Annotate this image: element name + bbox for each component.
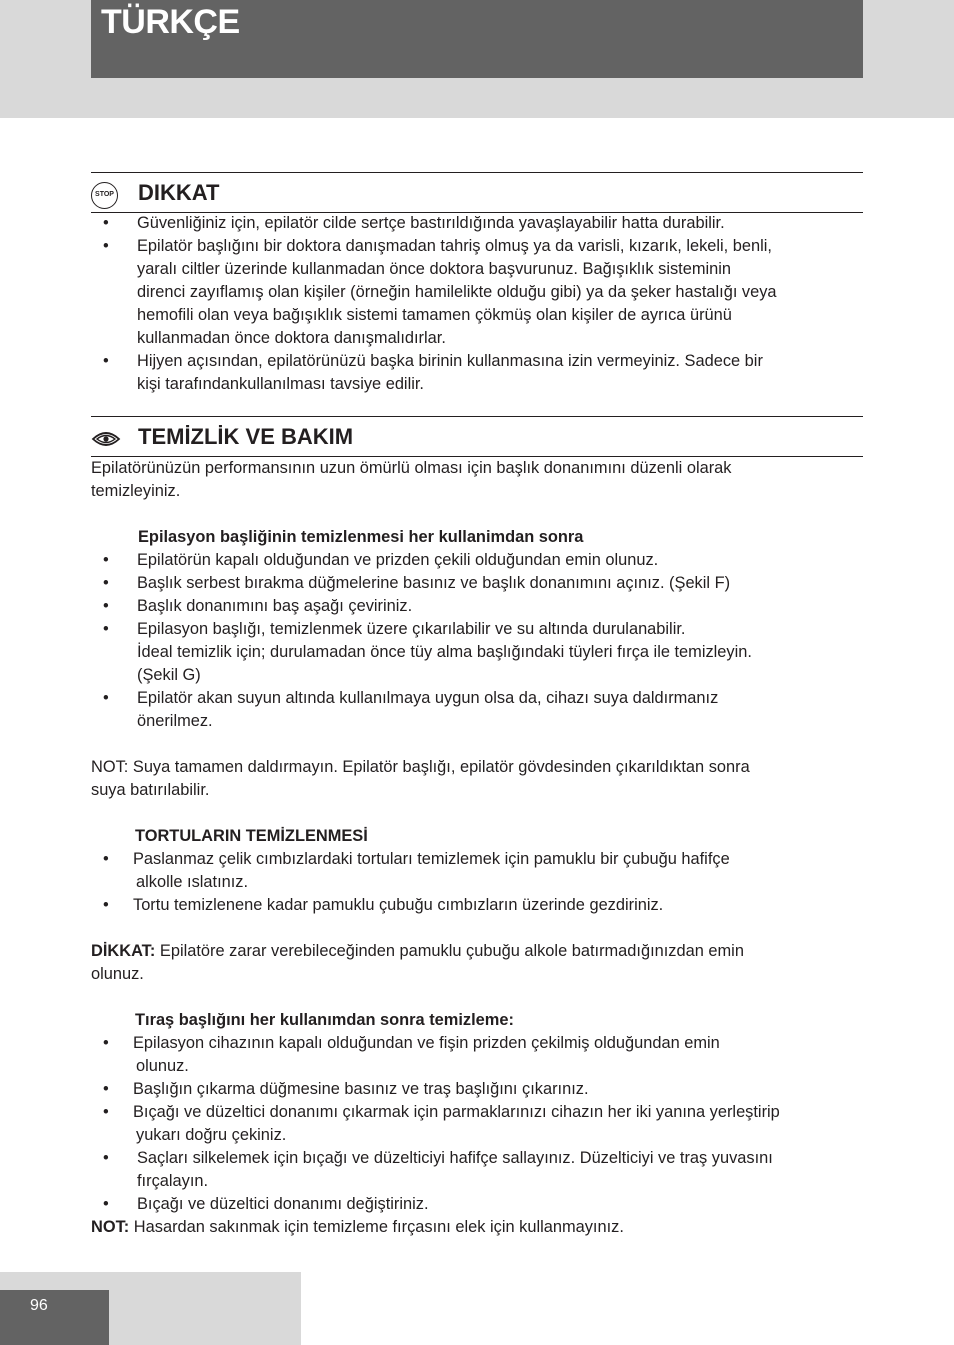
note-label: NOT:	[91, 1218, 130, 1236]
deposits-list	[91, 848, 863, 917]
list-item: • Başlık donanımını baş aşağı çeviriniz.	[91, 595, 863, 618]
alcohol-warning: DİKKAT: Epilatöre zarar verebileceğinden pamuklu çubuğu alkole batırmadığınızdan emin olunuz.	[91, 942, 744, 983]
list-item: • Epilasyon cihazının kapalı olduğundan ve fişin prizden çekilmiş olduğundan emin olunuz.	[91, 1032, 863, 1078]
eye-icon	[91, 430, 121, 448]
page-title: TÜRKÇE	[101, 3, 240, 41]
list-item: • Bıçağı ve düzeltici donanımı değiştiriniz.	[91, 1193, 863, 1216]
caution-list	[91, 212, 863, 396]
caution-heading: DIKKAT	[138, 180, 220, 205]
list-item: • Güvenliğiniz için, epilatör cilde sertçe bastırıldığında yavaşlayabilir hatta durabilir.	[91, 212, 863, 235]
list-item: • Hijyen açısından, epilatörünüzü başka birinin kullanmasına izin vermeyiniz. Sadece bir kişi tarafındankullanılması tavsiye edilir.	[91, 350, 863, 396]
epilation-head-list	[91, 549, 863, 733]
list-item: • Bıçağı ve düzeltici donanımı çıkarmak için parmaklarınızı cihazın her iki yanına yerleştirip yukarı doğru çekiniz.	[91, 1101, 863, 1147]
list-item: • Epilatör akan suyun altında kullanılmaya uygun olsa da, cihazı suya daldırmanız önerilmez.	[91, 687, 863, 733]
shaver-head-list	[91, 1032, 863, 1216]
list-item: • Başlığın çıkarma düğmesine basınız ve traş başlığını çıkarınız.	[91, 1078, 863, 1101]
page-number-box	[0, 1290, 109, 1345]
deposits-subheading: TORTULARIN TEMİZLENMESİ	[135, 827, 368, 845]
epilation-head-subheading: Epilasyon başliğinin temizlenmesi her kullanimdan sonra	[138, 528, 584, 546]
warning-label: DİKKAT:	[91, 942, 156, 960]
list-item: • Başlık serbest bırakma düğmelerine basınız ve başlık donanımını açınız. (Şekil F)	[91, 572, 863, 595]
list-item: • Tortu temizlenene kadar pamuklu çubuğu cımbızların üzerinde gezdiriniz.	[91, 894, 863, 917]
cleaning-section-header	[91, 416, 863, 457]
language-title-bar	[91, 0, 863, 78]
list-item: • Epilatörün kapalı olduğundan ve prizden çekili olduğundan emin olunuz.	[91, 549, 863, 572]
page-number: 96	[30, 1297, 48, 1314]
cleaning-heading: TEMİZLİK VE BAKIM	[138, 424, 354, 449]
caution-section-header	[91, 172, 863, 213]
list-item: • Paslanmaz çelik cımbızlardaki tortuları temizlemek için pamuklu bir çubuğu hafifçe alkolle ıslatınız.	[91, 848, 863, 894]
note-immersion: NOT: Suya tamamen daldırmayın. Epilatör başlığı, epilatör gövdesinden çıkarıldıktan sonra suya batırılabilir.	[91, 758, 750, 799]
cleaning-intro: Epilatörünüzün performansının uzun ömürlü olması için başlık donanımını düzenli olarak temizleyiniz.	[91, 459, 732, 500]
list-item: • Saçları silkelemek için bıçağı ve düzelticiyi hafifçe sallayınız. Düzelticiyi ve traş yuvasını fırçalayın.	[91, 1147, 863, 1193]
main-content	[91, 172, 863, 1239]
list-item: • Epilatör başlığını bir doktora danışmadan tahriş olmuş ya da varisli, kızarık, lekeli, benli, yaralı ciltler üzerinde kullanmadan önce doktora başvurunuz. Bağışıklık sisteminin direnci zayıflamış olan kişiler (örneğin hamilelikte olduğu gibi) ya da şeker hastalığı veya hemofili olan veya bağışıklık sistemi tamamen çökmüş olan kişiler de ayrıca ürünü kullanmadan önce doktora danışmalıdırlar.	[91, 235, 863, 350]
list-item: • Epilasyon başlığı, temizlenmek üzere çıkarılabilir ve su altında durulanabilir. İdeal temizlik için; durulamadan önce tüy alma başlığındaki tüyleri fırça ile temizleyin. (Şekil G)	[91, 618, 863, 687]
stop-icon: STOP	[91, 182, 118, 209]
note-brush: NOT: Hasardan sakınmak için temizleme fırçasını elek için kullanmayınız.	[91, 1218, 624, 1236]
shaver-head-subheading: Tıraş başlığını her kullanımdan sonra temizleme:	[135, 1011, 514, 1029]
